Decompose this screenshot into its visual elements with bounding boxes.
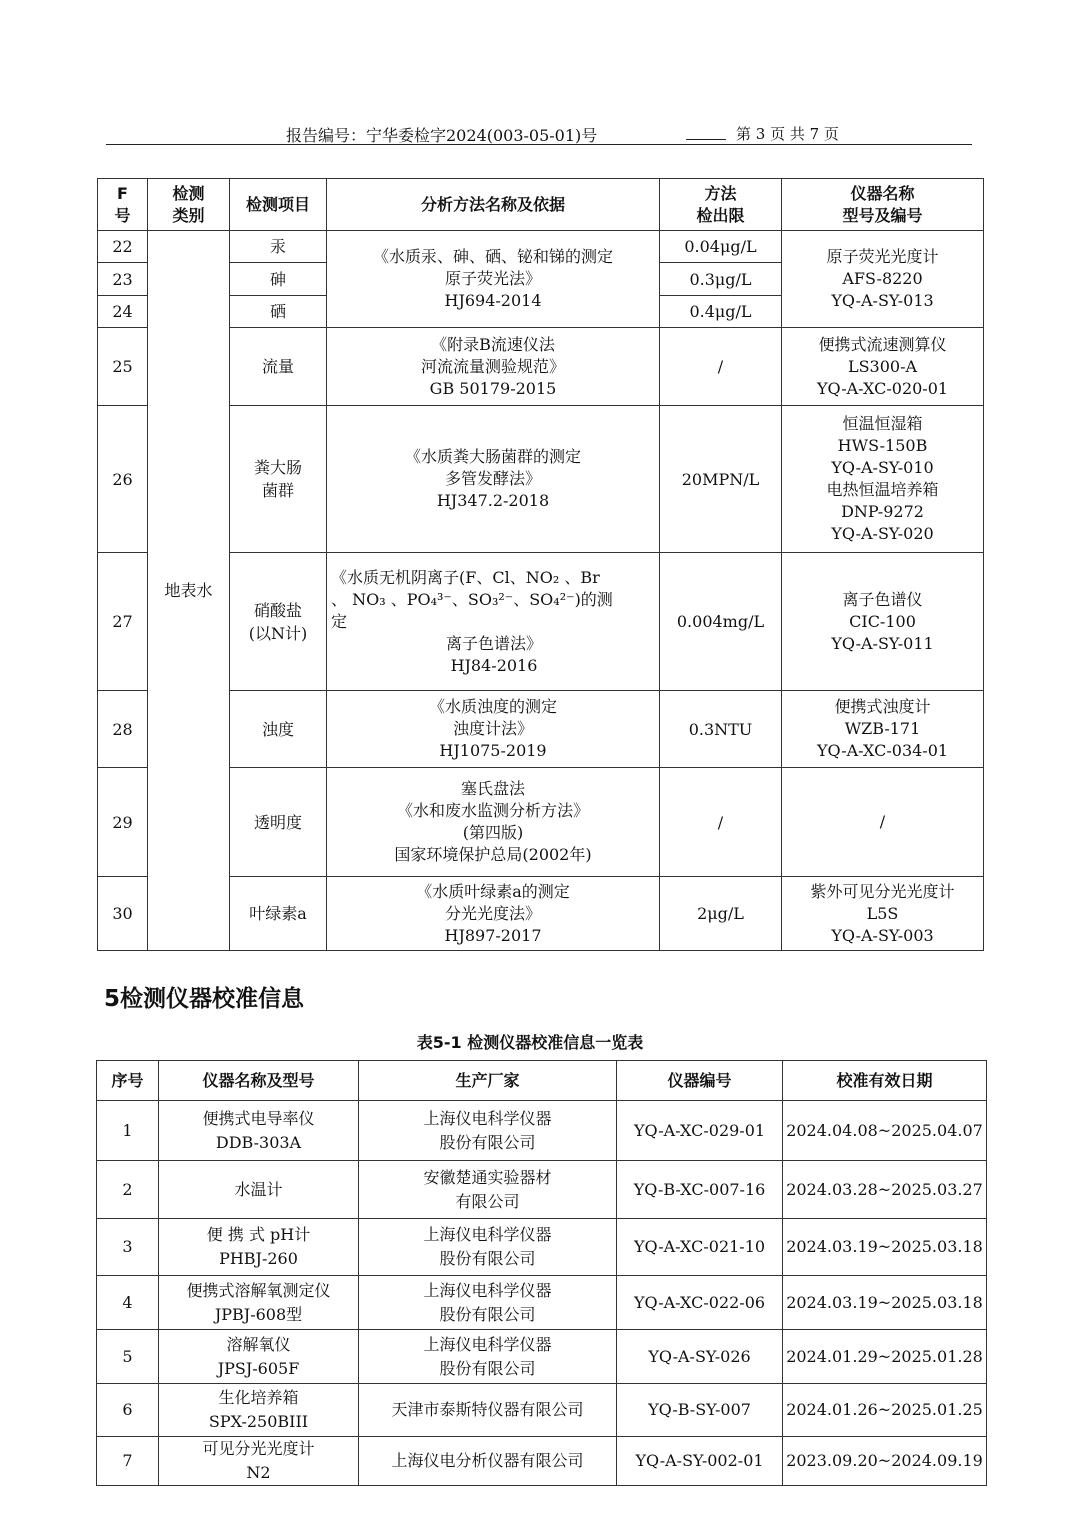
row-name: 便 携 式 pH计 PHBJ-260 xyxy=(159,1219,359,1276)
method-cell: 《水质叶绿素a的测定 分光光度法》 HJ897-2017 xyxy=(327,877,660,951)
row-limit: 0.3NTU xyxy=(660,691,782,768)
row-item: 流量 xyxy=(230,328,327,406)
row-limit: / xyxy=(660,328,782,406)
row-maker: 安徽楚通实验器材 有限公司 xyxy=(359,1161,617,1219)
section-title: 5检测仪器校准信息 xyxy=(104,986,305,1012)
col-manufacturer: 生产厂家 xyxy=(359,1061,617,1101)
row-no: 30 xyxy=(98,877,148,951)
instrument-cell: 原子荧光光度计 AFS-8220 YQ-A-SY-013 xyxy=(782,231,984,328)
row-id: YQ-A-SY-002-01 xyxy=(617,1437,783,1486)
row-no: 5 xyxy=(97,1330,159,1384)
method-cell: 《水质浊度的测定 浊度计法》 HJ1075-2019 xyxy=(327,691,660,768)
table-header-row xyxy=(98,179,984,231)
row-limit: 0.04μg/L xyxy=(660,231,782,263)
report-number: 报告编号：宁华委检字2024(003-05-01)号 xyxy=(286,126,598,145)
col-no: F 号 xyxy=(98,179,148,231)
row-no: 24 xyxy=(98,296,148,328)
row-item: 粪大肠 菌群 xyxy=(230,406,327,553)
col-instrument: 仪器名称 型号及编号 xyxy=(782,179,984,231)
row-no: 23 xyxy=(98,263,148,296)
table-row xyxy=(97,1384,987,1437)
row-maker: 天津市泰斯特仪器有限公司 xyxy=(359,1384,617,1437)
row-no: 25 xyxy=(98,328,148,406)
row-item: 透明度 xyxy=(230,768,327,877)
row-no: 26 xyxy=(98,406,148,553)
method-cell: 《水质汞、砷、硒、铋和锑的测定 原子荧光法》 HJ694-2014 xyxy=(327,231,660,328)
row-date: 2024.03.19~2025.03.18 xyxy=(783,1276,987,1330)
row-item: 砷 xyxy=(230,263,327,296)
col-no: 序号 xyxy=(97,1061,159,1101)
row-date: 2024.03.28~2025.03.27 xyxy=(783,1161,987,1219)
row-maker: 上海仪电科学仪器 股份有限公司 xyxy=(359,1101,617,1161)
row-name: 便携式溶解氧测定仪 JPBJ-608型 xyxy=(159,1276,359,1330)
row-maker: 上海仪电科学仪器 股份有限公司 xyxy=(359,1330,617,1384)
col-method: 分析方法名称及依据 xyxy=(327,179,660,231)
row-maker: 上海仪电科学仪器 股份有限公司 xyxy=(359,1276,617,1330)
col-category: 检测 类别 xyxy=(148,179,230,231)
row-name: 水温计 xyxy=(159,1161,359,1219)
row-item: 叶绿素a xyxy=(230,877,327,951)
row-maker: 上海仪电分析仪器有限公司 xyxy=(359,1437,617,1486)
row-no: 28 xyxy=(98,691,148,768)
row-id: YQ-A-XC-022-06 xyxy=(617,1276,783,1330)
row-id: YQ-A-XC-029-01 xyxy=(617,1101,783,1161)
table-row xyxy=(98,553,984,691)
row-no: 1 xyxy=(97,1101,159,1161)
col-instrument-name: 仪器名称及型号 xyxy=(159,1061,359,1101)
method-cell: 《水质无机阴离子(F、Cl、NO₂ 、Br 、 NO₃ 、PO₄³⁻、SO₃²⁻、SO₄²⁻)的测 定 离子色谱法》 HJ84-2016 xyxy=(327,553,660,691)
table-row xyxy=(97,1101,987,1161)
row-id: YQ-A-SY-026 xyxy=(617,1330,783,1384)
row-limit: / xyxy=(660,768,782,877)
table-row xyxy=(97,1219,987,1276)
calibration-table xyxy=(96,1060,987,1486)
col-calibration-date: 校准有效日期 xyxy=(783,1061,987,1101)
row-no: 27 xyxy=(98,553,148,691)
row-no: 3 xyxy=(97,1219,159,1276)
table-row xyxy=(98,691,984,768)
row-name: 生化培养箱 SPX-250BIII xyxy=(159,1384,359,1437)
method-cell: 塞氏盘法 《水和废水监测分析方法》 (第四版) 国家环境保护总局(2002年) xyxy=(327,768,660,877)
table-row xyxy=(97,1161,987,1219)
col-limit: 方法 检出限 xyxy=(660,179,782,231)
row-item: 硒 xyxy=(230,296,327,328)
row-item: 汞 xyxy=(230,231,327,263)
instrument-cell: 紫外可见分光光度计 L5S YQ-A-SY-003 xyxy=(782,877,984,951)
row-item: 浊度 xyxy=(230,691,327,768)
col-instrument-id: 仪器编号 xyxy=(617,1061,783,1101)
row-id: YQ-A-XC-021-10 xyxy=(617,1219,783,1276)
page-header xyxy=(106,120,972,145)
row-name: 可见分光光度计 N2 xyxy=(159,1437,359,1486)
instrument-cell: 离子色谱仪 CIC-100 YQ-A-SY-011 xyxy=(782,553,984,691)
row-id: YQ-B-XC-007-16 xyxy=(617,1161,783,1219)
page-info: 第 3 页 共 7 页 xyxy=(736,125,839,143)
table-header-row xyxy=(97,1061,987,1101)
method-cell: 《水质粪大肠菌群的测定 多管发酵法》 HJ347.2-2018 xyxy=(327,406,660,553)
table-row xyxy=(97,1437,987,1486)
row-no: 4 xyxy=(97,1276,159,1330)
row-limit: 0.4μg/L xyxy=(660,296,782,328)
instrument-cell: / xyxy=(782,768,984,877)
table-row xyxy=(98,768,984,877)
header-underline xyxy=(686,139,726,140)
row-item: 硝酸盐 (以N计) xyxy=(230,553,327,691)
row-no: 7 xyxy=(97,1437,159,1486)
instrument-cell: 便携式浊度计 WZB-171 YQ-A-XC-034-01 xyxy=(782,691,984,768)
row-date: 2024.04.08~2025.04.07 xyxy=(783,1101,987,1161)
table-caption: 表5-1 检测仪器校准信息一览表 xyxy=(416,1033,644,1052)
table-row xyxy=(98,877,984,951)
instrument-cell: 恒温恒湿箱 HWS-150B YQ-A-SY-010 电热恒温培养箱 DNP-9272 YQ-A-SY-020 xyxy=(782,406,984,553)
table-row xyxy=(97,1276,987,1330)
category-cell: 地表水 xyxy=(148,231,230,951)
col-item: 检测项目 xyxy=(230,179,327,231)
table-row xyxy=(98,231,984,263)
row-date: 2023.09.20~2024.09.19 xyxy=(783,1437,987,1486)
row-no: 22 xyxy=(98,231,148,263)
row-date: 2024.03.19~2025.03.18 xyxy=(783,1219,987,1276)
row-name: 溶解氧仪 JPSJ-605F xyxy=(159,1330,359,1384)
row-maker: 上海仪电科学仪器 股份有限公司 xyxy=(359,1219,617,1276)
instrument-cell: 便携式流速测算仪 LS300-A YQ-A-XC-020-01 xyxy=(782,328,984,406)
method-cell: 《附录B流速仪法 河流流量测验规范》 GB 50179-2015 xyxy=(327,328,660,406)
row-name: 便携式电导率仪 DDB-303A xyxy=(159,1101,359,1161)
table-row xyxy=(97,1330,987,1384)
row-no: 29 xyxy=(98,768,148,877)
row-no: 6 xyxy=(97,1384,159,1437)
test-methods-table xyxy=(97,178,984,951)
row-no: 2 xyxy=(97,1161,159,1219)
row-date: 2024.01.29~2025.01.28 xyxy=(783,1330,987,1384)
table-row xyxy=(98,406,984,553)
row-limit: 20MPN/L xyxy=(660,406,782,553)
table-row xyxy=(98,328,984,406)
row-limit: 0.3μg/L xyxy=(660,263,782,296)
row-limit: 0.004mg/L xyxy=(660,553,782,691)
row-limit: 2μg/L xyxy=(660,877,782,951)
row-date: 2024.01.26~2025.01.25 xyxy=(783,1384,987,1437)
row-id: YQ-B-SY-007 xyxy=(617,1384,783,1437)
